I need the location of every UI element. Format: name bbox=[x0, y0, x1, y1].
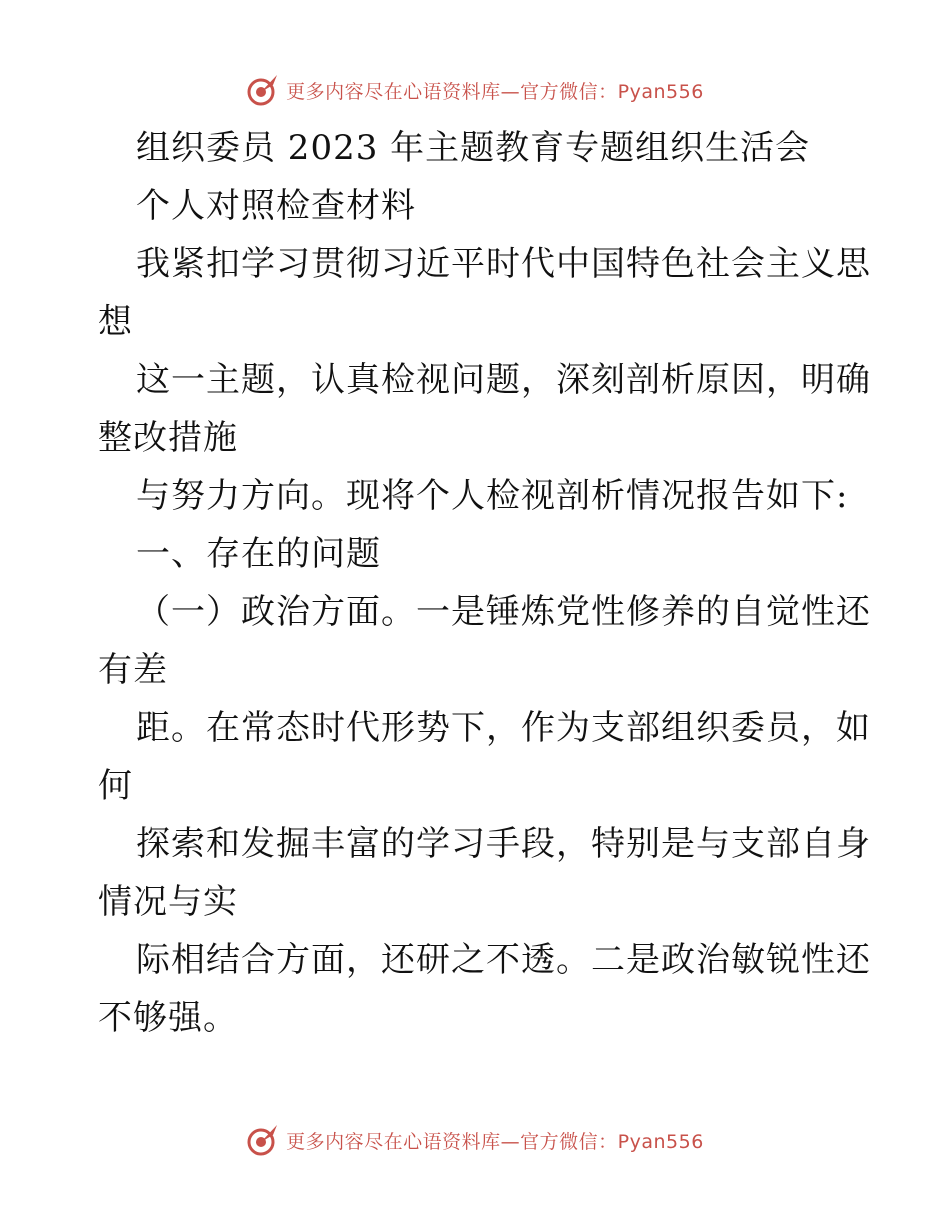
footer-banner bbox=[0, 1120, 950, 1160]
header-banner bbox=[0, 70, 950, 110]
paragraph-line: 探索和发掘丰富的学习手段，特别是与支部自身 bbox=[136, 824, 871, 864]
footer-banner-text: 更多内容尽在心语资料库—官方微信：Pyan556 bbox=[286, 1130, 704, 1153]
paragraph-line: 不够强。 bbox=[98, 998, 238, 1038]
paragraph-line: 整改措施 bbox=[98, 418, 238, 458]
section-heading: 一、存在的问题 bbox=[136, 534, 381, 574]
paragraph-line: 有差 bbox=[98, 650, 168, 690]
paragraph-line: （一）政治方面。一是锤炼党性修养的自觉性还 bbox=[136, 592, 871, 632]
document-subtitle: 个人对照检查材料 bbox=[136, 186, 416, 226]
paragraph-line: 距。在常态时代形势下，作为支部组织委员，如 bbox=[136, 708, 871, 748]
paragraph-line: 这一主题，认真检视问题，深刻剖析原因，明确 bbox=[136, 360, 871, 400]
paragraph-line: 际相结合方面，还研之不透。二是政治敏锐性还 bbox=[136, 940, 871, 980]
paragraph-line: 想 bbox=[98, 302, 133, 342]
paragraph-line: 何 bbox=[98, 766, 133, 806]
header-banner-text: 更多内容尽在心语资料库—官方微信：Pyan556 bbox=[286, 80, 704, 103]
paragraph-line: 情况与实 bbox=[98, 882, 238, 922]
document-title: 组织委员 2023 年主题教育专题组织生活会 bbox=[136, 128, 811, 168]
paragraph-line: 我紧扣学习贯彻习近平时代中国特色社会主义思 bbox=[136, 244, 871, 284]
quill-logo-icon bbox=[246, 1123, 280, 1157]
quill-logo-icon bbox=[246, 73, 280, 107]
paragraph-line: 与努力方向。现将个人检视剖析情况报告如下: bbox=[136, 476, 849, 516]
